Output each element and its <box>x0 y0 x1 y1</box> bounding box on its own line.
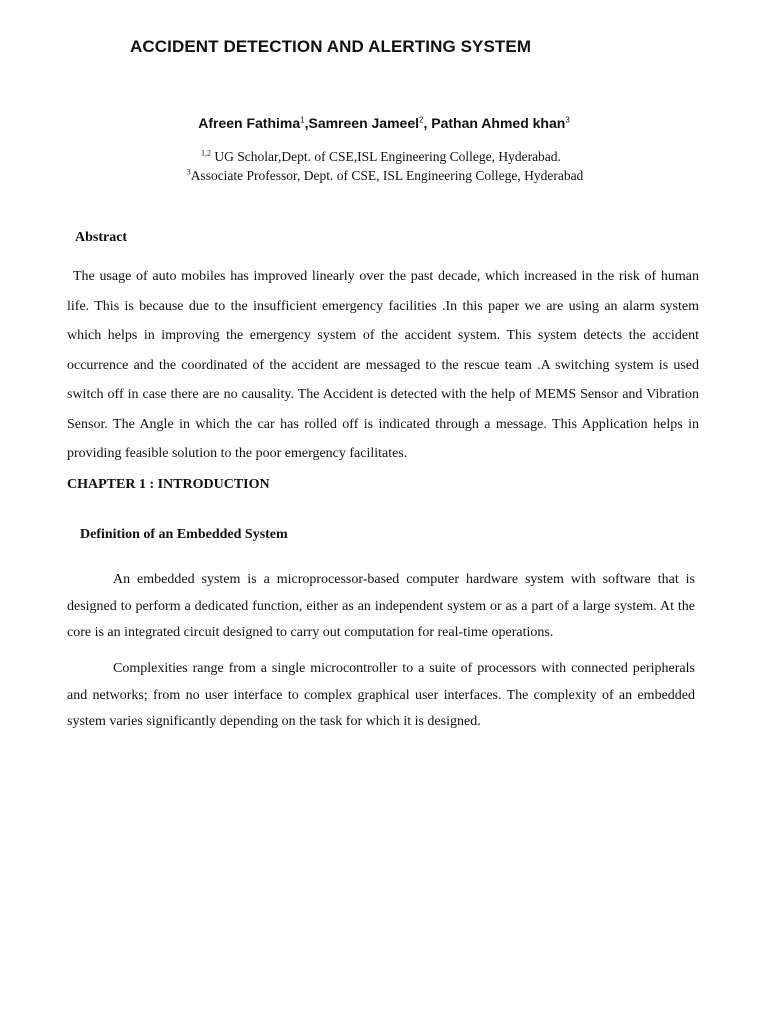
abstract-text: The usage of auto mobiles has improved linearly over the past decade, which increased in the risk of human life. This is because due to the insufficient emergency facilities .In this paper we are using an alarm system which helps in improving the emergency system of the accident system. This system detects the accident occurrence and the coordinated of the accident are messaged to the rescue team .A switching system is used switch off in case there are no causality. The Accident is detected with the help of MEMS Sensor and Vibration Sensor. The Angle in which the car has rolled off is indicated through a message. This Application helps in providing feasible solution to the poor emergency facilitates. <box>67 269 699 461</box>
author-name: Afreen Fathima <box>198 115 301 131</box>
affiliation-text: UG Scholar,Dept. of CSE,ISL Engineering College, Hyderabad. <box>211 149 561 164</box>
author-list <box>0 115 768 131</box>
author-superscript: 1 <box>300 115 305 125</box>
affiliation-superscript: 1,2 <box>201 148 212 158</box>
affiliation-text: Associate Professor, Dept. of CSE, ISL Engineering College, Hyderabad <box>190 168 584 183</box>
body-paragraph: An embedded system is a microprocessor-based computer hardware system with software that is designed to perform a dedicated function, either as an independent system or as a part of a large system. At the core is an integrated circuit designed to carry out computation for real-time operations. <box>67 572 695 641</box>
affiliation <box>0 149 765 165</box>
author-superscript: 3 <box>565 115 570 125</box>
author-name: Pathan Ahmed khan <box>431 115 566 131</box>
author-name: Samreen Jameel <box>308 115 420 131</box>
chapter-heading: CHAPTER 1 : INTRODUCTION <box>67 477 270 492</box>
paper-title: ACCIDENT DETECTION AND ALERTING SYSTEM <box>130 37 532 56</box>
author-separator: , <box>423 115 432 131</box>
section-heading: Definition of an Embedded System <box>80 527 288 542</box>
author-separator: , <box>304 115 309 131</box>
author-superscript: 2 <box>419 115 424 125</box>
affiliation-superscript: 3 <box>186 167 191 177</box>
body-paragraph: Complexities range from a single microcontroller to a suite of processors with connected peripherals and networks; from no user interface to complex graphical user interfaces. The complexity of an embedded system varies significantly depending on the task for which it is designed. <box>67 661 695 730</box>
abstract-heading: Abstract <box>75 230 128 245</box>
affiliation <box>1 168 768 184</box>
